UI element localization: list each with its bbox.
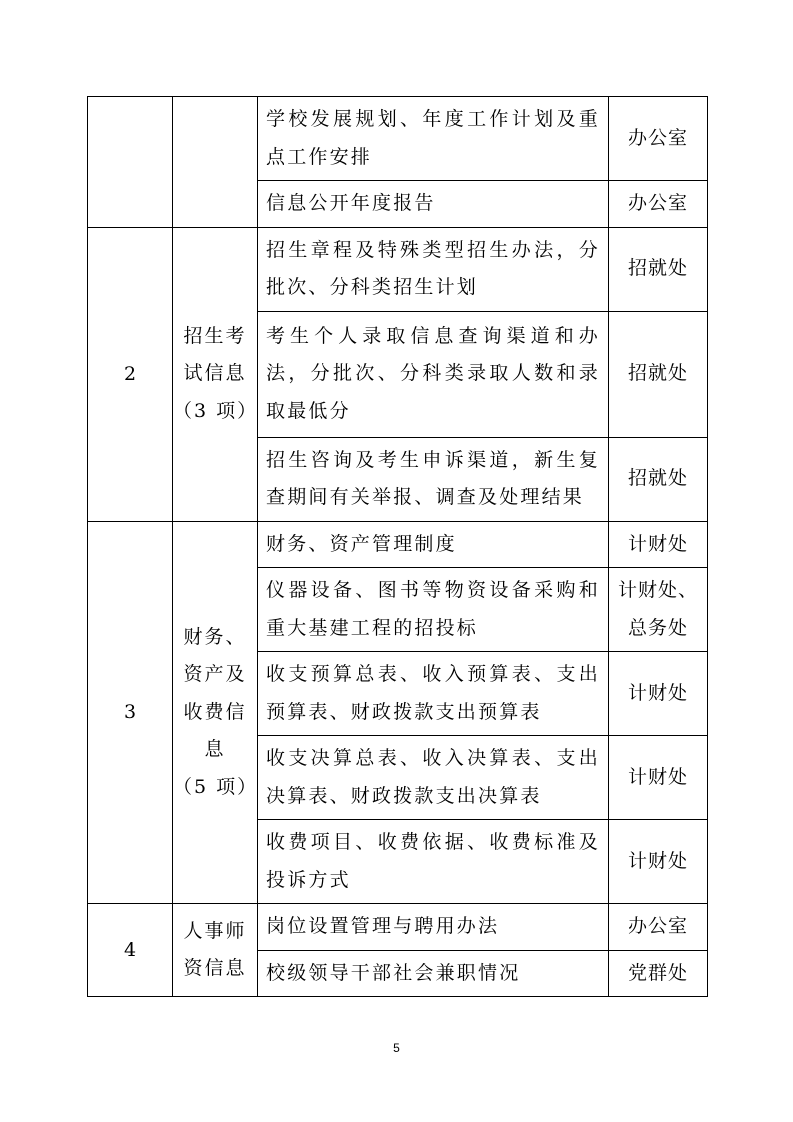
- group-number-cell: 2: [88, 227, 173, 521]
- item-cell: 校级领导干部社会兼职情况: [258, 950, 609, 997]
- department-cell: 计财处、 总务处: [609, 568, 708, 652]
- item-cell: 岗位设置管理与聘用办法: [258, 904, 609, 951]
- category-cell: 人事师 资信息: [173, 904, 258, 997]
- item-cell: 收费项目、收费依据、收费标准及投诉方式: [258, 820, 609, 904]
- category-cell: [173, 97, 258, 228]
- department-cell: 招就处: [609, 311, 708, 437]
- department-cell: 计财处: [609, 521, 708, 568]
- item-cell: 考生个人录取信息查询渠道和办法，分批次、分科类录取人数和录取最低分: [258, 311, 609, 437]
- item-cell: 收支预算总表、收入预算表、支出预算表、财政拨款支出预算表: [258, 652, 609, 736]
- department-cell: 计财处: [609, 820, 708, 904]
- department-cell: 办公室: [609, 904, 708, 951]
- department-cell: 办公室: [609, 181, 708, 228]
- department-cell: 计财处: [609, 736, 708, 820]
- disclosure-table: [87, 96, 708, 997]
- category-cell: 招生考 试信息 （3 项）: [173, 227, 258, 521]
- group-number-cell: 3: [88, 521, 173, 904]
- item-cell: 信息公开年度报告: [258, 181, 609, 228]
- item-cell: 招生咨询及考生申诉渠道，新生复查期间有关举报、调查及处理结果: [258, 437, 609, 521]
- table-row: [88, 904, 708, 951]
- category-cell: 财务、 资产及 收费信 息 （5 项）: [173, 521, 258, 904]
- page-number: 5: [393, 1041, 400, 1055]
- department-cell: 党群处: [609, 950, 708, 997]
- item-cell: 招生章程及特殊类型招生办法，分批次、分科类招生计划: [258, 227, 609, 311]
- item-cell: 仪器设备、图书等物资设备采购和重大基建工程的招投标: [258, 568, 609, 652]
- table-row: [88, 521, 708, 568]
- department-cell: 招就处: [609, 227, 708, 311]
- department-cell: 办公室: [609, 97, 708, 181]
- table-row: [88, 227, 708, 311]
- table-row: [88, 97, 708, 181]
- department-cell: 招就处: [609, 437, 708, 521]
- item-cell: 财务、资产管理制度: [258, 521, 609, 568]
- department-cell: 计财处: [609, 652, 708, 736]
- item-cell: 学校发展规划、年度工作计划及重点工作安排: [258, 97, 609, 181]
- group-number-cell: 4: [88, 904, 173, 997]
- item-cell: 收支决算总表、收入决算表、支出决算表、财政拨款支出决算表: [258, 736, 609, 820]
- group-number-cell: [88, 97, 173, 228]
